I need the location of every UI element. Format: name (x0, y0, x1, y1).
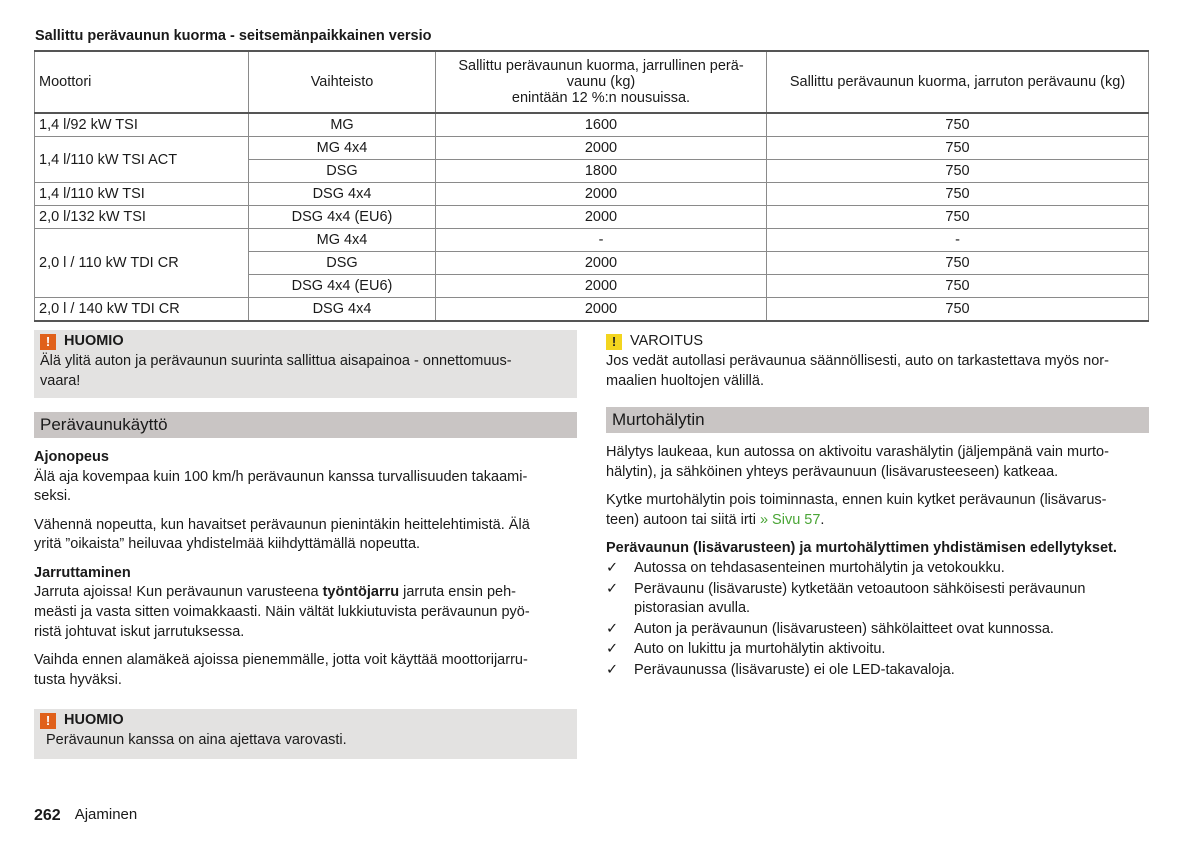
page-footer (34, 805, 137, 827)
list-item (606, 620, 1149, 640)
cell-unbraked: 750 (767, 160, 1149, 183)
list-item-text: Auto on lukittu ja murtohälytin aktivoitu. (634, 641, 886, 658)
cell-braked: 2000 (436, 275, 767, 298)
chapter-name: Ajaminen (74, 806, 138, 823)
text-line: Vaihda ennen alamäkeä ajoissa pienemmälle, jotta voit käyttää moottorijarru- (34, 652, 528, 669)
cell-unbraked: 750 (767, 113, 1149, 137)
list-item (606, 661, 1149, 681)
list-item-text: Autossa on tehdasasenteinen murtohälytin ja vetokoukku. (634, 559, 1005, 576)
text-line: Vähennä nopeutta, kun havaitset perävaunun pienintäkin heittelehtimistä. Älä (34, 516, 530, 533)
text-run: Jarruta ajoissa! Kun perävaunun varusteena (34, 584, 323, 601)
warning-text (606, 352, 1149, 391)
cell-gearbox: DSG 4x4 (EU6) (249, 206, 436, 229)
caution-text-line2: vaara! (40, 372, 81, 389)
caution-icon: ! (40, 334, 56, 350)
section-title-alarm: Murtohälytin (606, 407, 1149, 433)
list-item (606, 559, 1149, 579)
page-number: 262 (34, 807, 61, 824)
trailer-load-table (34, 50, 1149, 322)
subheading-braking: Jarruttaminen (34, 564, 131, 581)
cell-motor: 1,4 l/110 kW TSI ACT (35, 137, 249, 183)
text-run: . (820, 511, 825, 528)
text-line: maalien huoltojen välillä. (606, 372, 764, 389)
paragraph-brake-early (34, 583, 577, 642)
warning-note (606, 330, 1149, 391)
cell-gearbox: DSG 4x4 (249, 298, 436, 322)
cell-braked: 2000 (436, 298, 767, 322)
header-braked-load (436, 51, 767, 113)
paragraph-downhill (34, 651, 577, 690)
list-item-text: pistorasian avulla. (634, 600, 751, 617)
list-item-text: Perävaunu (lisävaruste) kytketään vetoautoon sähköisesti perävaunun (634, 580, 1086, 597)
table-row (35, 229, 1149, 252)
paragraph-disable-alarm (606, 491, 1149, 530)
warning-title: VAROITUS (630, 333, 704, 350)
page-title: Sallittu perävaunun kuorma - seitsemänpaikkainen versio (35, 28, 432, 44)
check-icon: ✓ (606, 559, 619, 576)
header-braked-line2: vaunu (kg) (566, 74, 636, 90)
cell-unbraked: - (767, 229, 1149, 252)
right-column (606, 330, 1149, 681)
page-link[interactable]: » Sivu 57 (759, 511, 821, 528)
header-braked-line1: Sallittu perävaunun kuorma, jarrullinen perä- (458, 58, 744, 74)
cell-braked: 1600 (436, 113, 767, 137)
list-item-text: Auton ja perävaunun (lisävarusteen) sähkölaitteet ovat kunnossa. (634, 620, 1054, 637)
check-icon: ✓ (606, 580, 619, 597)
table-row (35, 137, 1149, 160)
table-header-row (35, 51, 1149, 113)
cell-unbraked: 750 (767, 298, 1149, 322)
caution-text: Perävaunun kanssa on aina ajettava varovasti. (46, 732, 347, 749)
check-icon: ✓ (606, 641, 619, 658)
cell-unbraked: 750 (767, 137, 1149, 160)
caution-text (40, 352, 571, 391)
check-icon: ✓ (606, 661, 619, 678)
text-run: teen) autoon tai siitä irti (606, 511, 760, 528)
cell-motor: 2,0 l / 140 kW TDI CR (35, 298, 249, 322)
caution-title: HUOMIO (64, 333, 124, 350)
caution-icon: ! (40, 713, 56, 729)
conditions-list (606, 559, 1149, 680)
cell-braked: 2000 (436, 183, 767, 206)
cell-unbraked: 750 (767, 206, 1149, 229)
subheading-driving-speed: Ajonopeus (34, 449, 109, 465)
text-line: Hälytys laukeaa, kun autossa on aktivoitu varashälytin (jäljempänä vain murto- (606, 444, 1109, 461)
cell-gearbox: DSG (249, 160, 436, 183)
warning-heading (606, 332, 1149, 352)
caution-heading (40, 711, 571, 731)
cell-gearbox: DSG 4x4 (EU6) (249, 275, 436, 298)
text-line: ristä johtuvat iskut jarrutuksessa. (34, 623, 245, 640)
text-line: Älä aja kovempaa kuin 100 km/h perävaunun kanssa turvallisuuden takaami- (34, 468, 528, 485)
list-item (606, 640, 1149, 660)
left-column (34, 330, 577, 759)
paragraph-reduce-speed (34, 516, 577, 555)
text-line: Kytke murtohälytin pois toiminnasta, ennen kuin kytket perävaunun (lisävarus- (606, 492, 1107, 509)
cell-gearbox: DSG 4x4 (249, 183, 436, 206)
cell-gearbox: MG (249, 113, 436, 137)
cell-unbraked: 750 (767, 275, 1149, 298)
header-motor: Moottori (35, 51, 249, 113)
warning-icon: ! (606, 334, 622, 350)
text-line: Jos vedät autollasi perävaunua säännöllisesti, auto on tarkastettava myös nor- (606, 353, 1109, 369)
paragraph-speed-limit (34, 468, 577, 507)
section-title-trailer-use: Perävaunukäyttö (34, 412, 577, 438)
table-row (35, 113, 1149, 137)
paragraph-alarm-trigger (606, 443, 1149, 482)
cell-motor: 2,0 l/132 kW TSI (35, 206, 249, 229)
cell-unbraked: 750 (767, 183, 1149, 206)
caution-text-line1: Älä ylitä auton ja perävaunun suurinta sallittua aisapainoa - onnettomuus- (40, 353, 512, 369)
text-line: meästi ja vasta sitten voimakkaasti. Näin vältät lukkiutuvista perävaunun pyö- (34, 603, 530, 620)
header-braked-line3: enintään 12 %:n nousuissa. (511, 90, 691, 106)
header-gearbox: Vaihteisto (249, 51, 436, 113)
text-line: tusta hyväksi. (34, 671, 122, 688)
caution-note-axle-load (34, 330, 577, 398)
cell-braked: - (436, 229, 767, 252)
cell-gearbox: MG 4x4 (249, 229, 436, 252)
text-line: hälytin), ja sähköinen yhteys perävaunuun (lisävarusteeseen) katkeaa. (606, 463, 1059, 480)
text-run: jarruta ensin peh- (399, 584, 516, 601)
check-icon: ✓ (606, 620, 619, 637)
text-line: yritä ”oikaista” heiluvaa yhdistelmää kiihdyttämällä nopeutta. (34, 536, 421, 553)
table-row (35, 298, 1149, 322)
cell-braked: 1800 (436, 160, 767, 183)
text-line: seksi. (34, 488, 72, 505)
cell-gearbox: DSG (249, 252, 436, 275)
cell-braked: 2000 (436, 252, 767, 275)
caution-note-drive-carefully (34, 709, 577, 759)
subheading-conditions: Perävaunun (lisävarusteen) ja murtohälyttimen yhdistämisen edellytykset. (606, 540, 1117, 557)
term-overrun-brake: työntöjarru (322, 584, 400, 601)
table-row (35, 206, 1149, 229)
header-unbraked-load: Sallittu perävaunun kuorma, jarruton perävaunu (kg) (767, 51, 1149, 113)
caution-heading (40, 332, 571, 352)
cell-motor: 2,0 l / 110 kW TDI CR (35, 229, 249, 298)
cell-motor: 1,4 l/110 kW TSI (35, 183, 249, 206)
cell-braked: 2000 (436, 206, 767, 229)
cell-motor: 1,4 l/92 kW TSI (35, 113, 249, 137)
cell-gearbox: MG 4x4 (249, 137, 436, 160)
table-row (35, 183, 1149, 206)
list-item (606, 580, 1149, 619)
cell-braked: 2000 (436, 137, 767, 160)
cell-unbraked: 750 (767, 252, 1149, 275)
caution-title: HUOMIO (64, 712, 124, 729)
list-item-text: Perävaunussa (lisävaruste) ei ole LED-takavaloja. (634, 661, 955, 678)
